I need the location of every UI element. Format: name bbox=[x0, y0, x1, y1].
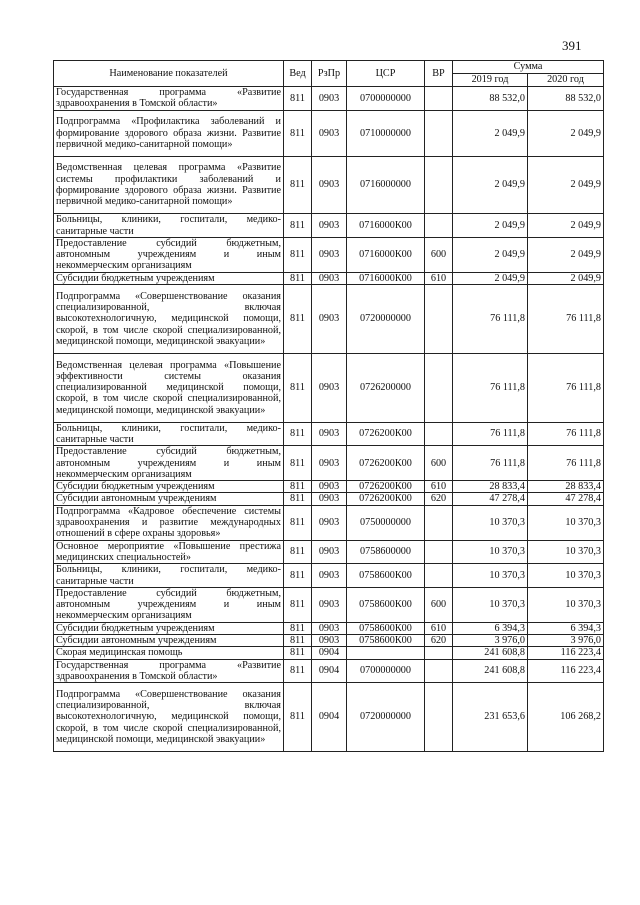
table-row bbox=[54, 353, 604, 422]
header-year-2019: 2019 год bbox=[453, 74, 528, 87]
header-csr: ЦСР bbox=[347, 61, 425, 87]
row-name: Больницы, клиники, госпитали, медико-санитарные части bbox=[54, 564, 284, 588]
row-name: Государственная программа «Развитие здравоохранения в Томской области» bbox=[54, 87, 284, 111]
row-sum-2020: 2 049,9 bbox=[528, 110, 604, 156]
page-number: 391 bbox=[562, 38, 582, 53]
row-sum-2020: 76 111,8 bbox=[528, 353, 604, 422]
row-rzpr: 0903 bbox=[312, 481, 347, 493]
row-sum-2019: 3 976,0 bbox=[453, 635, 528, 647]
row-vr bbox=[425, 285, 453, 354]
row-sum-2020: 6 394,3 bbox=[528, 622, 604, 634]
table-row bbox=[54, 285, 604, 354]
row-vr: 600 bbox=[425, 587, 453, 622]
row-name: Подпрограмма «Кадровое обеспечение системы здравоохранения и развитие международных отношений в сфере охраны здоровья» bbox=[54, 505, 284, 540]
row-csr: 0720000000 bbox=[347, 285, 425, 354]
row-sum-2019: 10 370,3 bbox=[453, 540, 528, 564]
row-sum-2020: 2 049,9 bbox=[528, 272, 604, 284]
row-csr: 0750000000 bbox=[347, 505, 425, 540]
row-ved: 811 bbox=[284, 353, 312, 422]
row-ved: 811 bbox=[284, 647, 312, 659]
row-ved: 811 bbox=[284, 422, 312, 446]
row-rzpr: 0904 bbox=[312, 659, 347, 683]
row-sum-2020: 76 111,8 bbox=[528, 285, 604, 354]
row-sum-2020: 28 833,4 bbox=[528, 481, 604, 493]
row-rzpr: 0904 bbox=[312, 683, 347, 752]
row-sum-2020: 10 370,3 bbox=[528, 564, 604, 588]
row-ved: 811 bbox=[284, 156, 312, 214]
row-vr: 610 bbox=[425, 272, 453, 284]
row-vr: 620 bbox=[425, 635, 453, 647]
row-csr: 0720000000 bbox=[347, 683, 425, 752]
row-name: Предоставление субсидий бюджетным, автономным учреждениям и иным некоммерческим организациям bbox=[54, 587, 284, 622]
row-rzpr: 0903 bbox=[312, 285, 347, 354]
row-sum-2019: 47 278,4 bbox=[453, 493, 528, 505]
row-name: Субсидии бюджетным учреждениям bbox=[54, 622, 284, 634]
table-row bbox=[54, 564, 604, 588]
row-sum-2019: 2 049,9 bbox=[453, 272, 528, 284]
row-csr: 0716000К00 bbox=[347, 214, 425, 238]
row-ved: 811 bbox=[284, 505, 312, 540]
row-sum-2020: 2 049,9 bbox=[528, 214, 604, 238]
row-sum-2020: 2 049,9 bbox=[528, 237, 604, 272]
table-row bbox=[54, 446, 604, 481]
budget-table bbox=[53, 60, 604, 752]
row-sum-2020: 47 278,4 bbox=[528, 493, 604, 505]
row-csr: 0726200К00 bbox=[347, 481, 425, 493]
row-sum-2019: 76 111,8 bbox=[453, 422, 528, 446]
row-vr bbox=[425, 683, 453, 752]
row-name: Предоставление субсидий бюджетным, автономным учреждениям и иным некоммерческим организациям bbox=[54, 237, 284, 272]
table-row bbox=[54, 540, 604, 564]
table-row bbox=[54, 214, 604, 238]
row-sum-2019: 6 394,3 bbox=[453, 622, 528, 634]
row-rzpr: 0903 bbox=[312, 87, 347, 111]
table-row bbox=[54, 422, 604, 446]
row-ved: 811 bbox=[284, 446, 312, 481]
row-csr: 0726200000 bbox=[347, 353, 425, 422]
row-sum-2019: 88 532,0 bbox=[453, 87, 528, 111]
row-sum-2020: 106 268,2 bbox=[528, 683, 604, 752]
row-sum-2019: 2 049,9 bbox=[453, 156, 528, 214]
row-vr: 600 bbox=[425, 446, 453, 481]
row-name: Субсидии автономным учреждениям bbox=[54, 635, 284, 647]
row-name: Подпрограмма «Совершенствование оказания специализированной, включая высокотехнологичную, медицинской помощи, скорой, в том числе скорой специализированной, медицинской помощи, медицинской эвакуации» bbox=[54, 285, 284, 354]
row-vr bbox=[425, 110, 453, 156]
row-sum-2019: 10 370,3 bbox=[453, 564, 528, 588]
row-sum-2020: 10 370,3 bbox=[528, 540, 604, 564]
row-rzpr: 0903 bbox=[312, 214, 347, 238]
header-name: Наименование показателей bbox=[54, 61, 284, 87]
row-name: Субсидии бюджетным учреждениям bbox=[54, 272, 284, 284]
row-rzpr: 0903 bbox=[312, 622, 347, 634]
table-row bbox=[54, 110, 604, 156]
row-sum-2020: 76 111,8 bbox=[528, 422, 604, 446]
row-sum-2020: 116 223,4 bbox=[528, 647, 604, 659]
row-ved: 811 bbox=[284, 272, 312, 284]
row-ved: 811 bbox=[284, 214, 312, 238]
row-sum-2019: 231 653,6 bbox=[453, 683, 528, 752]
row-sum-2020: 2 049,9 bbox=[528, 156, 604, 214]
table-row bbox=[54, 87, 604, 111]
row-csr: 0726200К00 bbox=[347, 422, 425, 446]
row-name: Скорая медицинская помощь bbox=[54, 647, 284, 659]
row-vr bbox=[425, 156, 453, 214]
row-name: Основное мероприятие «Повышение престижа медицинских специальностей» bbox=[54, 540, 284, 564]
row-csr: 0716000000 bbox=[347, 156, 425, 214]
table-row bbox=[54, 647, 604, 659]
table-row bbox=[54, 237, 604, 272]
header-ved: Вед bbox=[284, 61, 312, 87]
row-ved: 811 bbox=[284, 87, 312, 111]
header-vr: ВР bbox=[425, 61, 453, 87]
row-ved: 811 bbox=[284, 683, 312, 752]
row-rzpr: 0903 bbox=[312, 110, 347, 156]
row-name: Ведомственная целевая программа «Повышение эффективности системы оказания специализированной медицинской помощи, скорой, в том числе скорой специализированной, медицинской помощи, медицинской эвакуации» bbox=[54, 353, 284, 422]
row-name: Ведомственная целевая программа «Развитие системы профилактики заболеваний и формирование здорового образа жизни. Развитие первичной медико-санитарной помощи» bbox=[54, 156, 284, 214]
row-sum-2019: 10 370,3 bbox=[453, 587, 528, 622]
row-vr bbox=[425, 659, 453, 683]
table-row bbox=[54, 587, 604, 622]
table-row bbox=[54, 659, 604, 683]
row-rzpr: 0903 bbox=[312, 587, 347, 622]
row-name: Больницы, клиники, госпитали, медико-санитарные части bbox=[54, 422, 284, 446]
row-rzpr: 0903 bbox=[312, 422, 347, 446]
row-vr bbox=[425, 353, 453, 422]
row-name: Подпрограмма «Профилактика заболеваний и формирование здорового образа жизни. Развитие первичной медико-санитарной помощи» bbox=[54, 110, 284, 156]
row-csr: 0758600К00 bbox=[347, 635, 425, 647]
row-ved: 811 bbox=[284, 493, 312, 505]
row-ved: 811 bbox=[284, 481, 312, 493]
table-body bbox=[54, 87, 604, 752]
table-row bbox=[54, 156, 604, 214]
row-csr: 0726200К00 bbox=[347, 446, 425, 481]
row-ved: 811 bbox=[284, 564, 312, 588]
row-csr: 0716000К00 bbox=[347, 272, 425, 284]
row-vr: 610 bbox=[425, 481, 453, 493]
table-header bbox=[54, 61, 604, 87]
row-csr: 0700000000 bbox=[347, 87, 425, 111]
row-sum-2020: 76 111,8 bbox=[528, 446, 604, 481]
row-rzpr: 0904 bbox=[312, 647, 347, 659]
row-vr bbox=[425, 505, 453, 540]
row-csr: 0758600000 bbox=[347, 540, 425, 564]
row-csr: 0726200К00 bbox=[347, 493, 425, 505]
row-name: Предоставление субсидий бюджетным, автономным учреждениям и иным некоммерческим организациям bbox=[54, 446, 284, 481]
row-sum-2019: 28 833,4 bbox=[453, 481, 528, 493]
row-sum-2020: 116 223,4 bbox=[528, 659, 604, 683]
row-name: Субсидии автономным учреждениям bbox=[54, 493, 284, 505]
row-vr bbox=[425, 564, 453, 588]
row-rzpr: 0903 bbox=[312, 564, 347, 588]
row-csr bbox=[347, 647, 425, 659]
row-vr: 610 bbox=[425, 622, 453, 634]
table-row bbox=[54, 505, 604, 540]
header-rzpr: РзПр bbox=[312, 61, 347, 87]
row-csr: 0716000К00 bbox=[347, 237, 425, 272]
row-csr: 0700000000 bbox=[347, 659, 425, 683]
row-name: Подпрограмма «Совершенствование оказания специализированной, включая высокотехнологичную, медицинской помощи, скорой, в том числе скорой специализированной, медицинской помощи, медицинской эвакуации» bbox=[54, 683, 284, 752]
row-vr: 600 bbox=[425, 237, 453, 272]
table-row bbox=[54, 635, 604, 647]
row-rzpr: 0903 bbox=[312, 446, 347, 481]
row-sum-2019: 76 111,8 bbox=[453, 285, 528, 354]
row-rzpr: 0903 bbox=[312, 272, 347, 284]
row-rzpr: 0903 bbox=[312, 505, 347, 540]
row-csr: 0710000000 bbox=[347, 110, 425, 156]
row-sum-2019: 2 049,9 bbox=[453, 237, 528, 272]
row-vr bbox=[425, 540, 453, 564]
header-year-2020: 2020 год bbox=[528, 74, 604, 87]
table-row bbox=[54, 683, 604, 752]
row-sum-2020: 3 976,0 bbox=[528, 635, 604, 647]
row-sum-2020: 10 370,3 bbox=[528, 505, 604, 540]
row-sum-2019: 76 111,8 bbox=[453, 446, 528, 481]
row-csr: 0758600К00 bbox=[347, 622, 425, 634]
row-ved: 811 bbox=[284, 587, 312, 622]
row-rzpr: 0903 bbox=[312, 635, 347, 647]
row-vr: 620 bbox=[425, 493, 453, 505]
row-name: Субсидии бюджетным учреждениям bbox=[54, 481, 284, 493]
row-sum-2019: 241 608,8 bbox=[453, 647, 528, 659]
row-vr bbox=[425, 214, 453, 238]
row-sum-2019: 2 049,9 bbox=[453, 214, 528, 238]
row-ved: 811 bbox=[284, 237, 312, 272]
row-sum-2019: 76 111,8 bbox=[453, 353, 528, 422]
row-rzpr: 0903 bbox=[312, 540, 347, 564]
row-sum-2020: 10 370,3 bbox=[528, 587, 604, 622]
row-rzpr: 0903 bbox=[312, 353, 347, 422]
header-sum: Сумма bbox=[453, 61, 604, 74]
row-ved: 811 bbox=[284, 622, 312, 634]
table-row bbox=[54, 493, 604, 505]
row-sum-2019: 10 370,3 bbox=[453, 505, 528, 540]
row-rzpr: 0903 bbox=[312, 493, 347, 505]
row-vr bbox=[425, 87, 453, 111]
row-sum-2019: 241 608,8 bbox=[453, 659, 528, 683]
table-row bbox=[54, 622, 604, 634]
table-row bbox=[54, 481, 604, 493]
row-vr bbox=[425, 647, 453, 659]
table-row bbox=[54, 272, 604, 284]
row-ved: 811 bbox=[284, 110, 312, 156]
row-rzpr: 0903 bbox=[312, 237, 347, 272]
row-csr: 0758600К00 bbox=[347, 587, 425, 622]
row-ved: 811 bbox=[284, 285, 312, 354]
row-name: Больницы, клиники, госпитали, медико-санитарные части bbox=[54, 214, 284, 238]
row-ved: 811 bbox=[284, 659, 312, 683]
row-sum-2019: 2 049,9 bbox=[453, 110, 528, 156]
row-ved: 811 bbox=[284, 635, 312, 647]
row-name: Государственная программа «Развитие здравоохранения в Томской области» bbox=[54, 659, 284, 683]
row-sum-2020: 88 532,0 bbox=[528, 87, 604, 111]
row-csr: 0758600К00 bbox=[347, 564, 425, 588]
row-ved: 811 bbox=[284, 540, 312, 564]
row-rzpr: 0903 bbox=[312, 156, 347, 214]
row-vr bbox=[425, 422, 453, 446]
